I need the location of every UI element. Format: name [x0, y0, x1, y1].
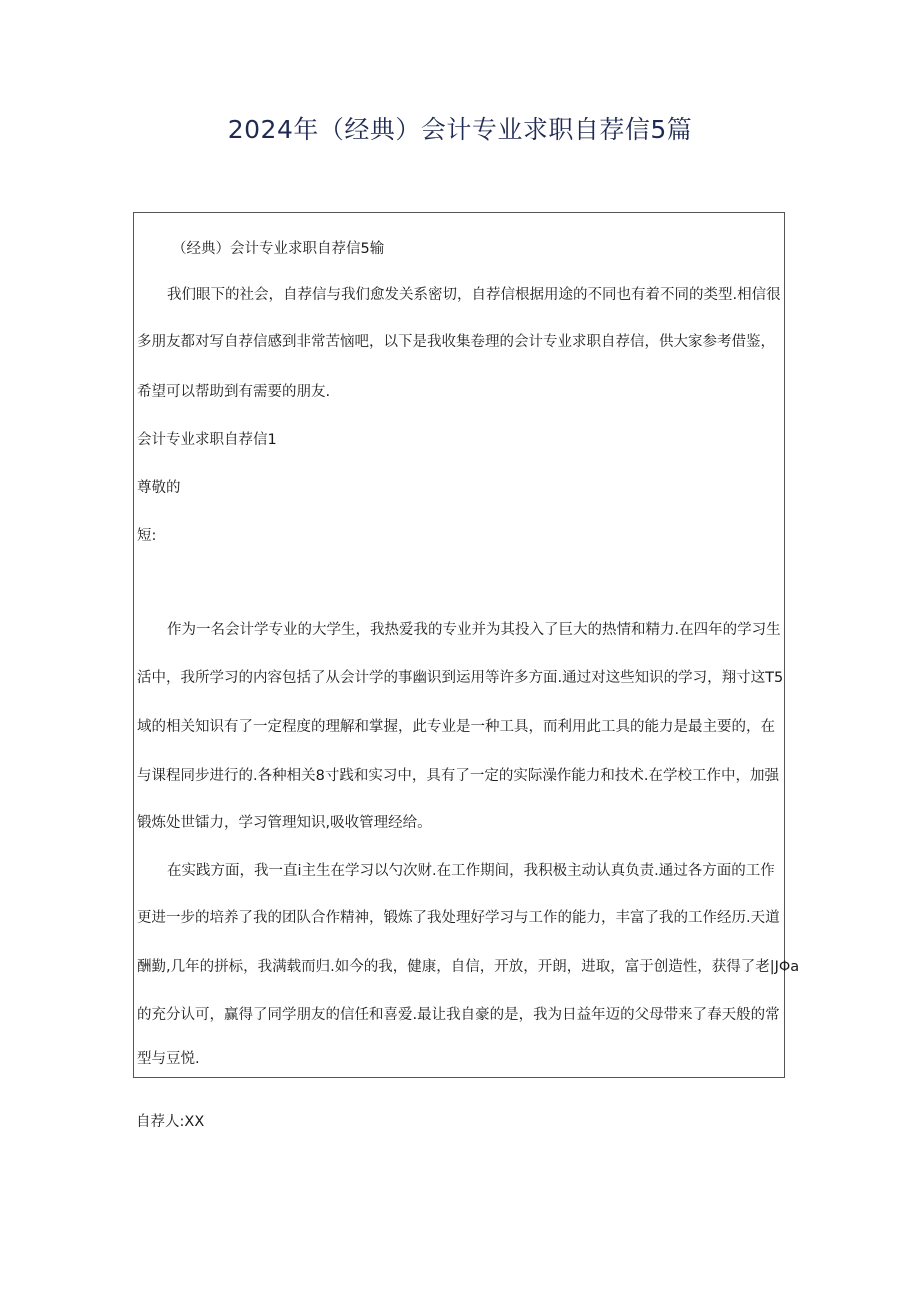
- paragraph-2-line-2: 更进一步的培养了我的团队合作精神，锻炼了我处理好学习与工作的能力，丰富了我的工作经历.天道: [137, 910, 780, 926]
- paragraph-1-line-4: 与课程同步进行的.各种相关8寸践和实习中，具有了一定的实际澡作能力和技术.在学校工作中，加强: [137, 768, 779, 784]
- signature: 自荐人:XX: [136, 1114, 205, 1130]
- salutation-line-1: 尊敬的: [137, 480, 181, 496]
- letter-subtitle: （经典）会计专业求职自荐信5输: [172, 241, 385, 257]
- salutation-line-2: 短:: [137, 528, 157, 544]
- paragraph-2-line-5: 型与豆悦.: [137, 1051, 200, 1067]
- intro-line-1: 我们眼下的社会，自荐信与我们愈发关系密切，自荐信根据用途的不同也有着不同的类型.相信很: [167, 287, 781, 303]
- document-title: 2024年（经典）会计专业求职自荐信5篇: [227, 115, 693, 144]
- paragraph-2-line-4: 的充分认可，赢得了同学朋友的信任和喜爱.最让我自豪的是，我为日益年迈的父母带来了春天般的常: [137, 1007, 780, 1023]
- paragraph-1-line-1: 作为一名会计学专业的大学生，我热爱我的专业并为其投入了巨大的热情和精力.在四年的学习生: [167, 622, 781, 638]
- paragraph-2-line-3: 酬勤,几年的拼标，我满载而归.如今的我，健康，自信，开放，开朗，进取，富于创造性，获得了老|JΦa: [137, 959, 800, 975]
- paragraph-1-line-5: 锻炼处世镭力，学习管理知识,吸收管理经给。: [137, 815, 432, 831]
- paragraph-1-line-3: 域的相关知识有了一定程度的理解和掌握，此专业是一种工具，而利用此工具的能力是最主要的，在: [137, 719, 775, 735]
- intro-line-3: 希望可以帮助到有需要的朋友.: [137, 384, 331, 400]
- intro-line-2: 多朋友都对写自荐信感到非常苦恼吧，以下是我收集卷理的会计专业求职自荐信，供大家参考借鉴，: [137, 334, 775, 350]
- paragraph-2-line-1: 在实践方面，我一直i主生在学习以勺次财.在工作期间，我积极主动认真负责.通过各方面的工作: [167, 863, 775, 879]
- letter-content-box: [133, 212, 800, 1078]
- letter-heading: 会计专业求职自荐信1: [137, 432, 277, 448]
- paragraph-1-line-2: 活中，我所学习的内容包括了从会计学的事幽识到运用等许多方面.通过对这些知识的学习，翔寸这T5: [137, 670, 784, 686]
